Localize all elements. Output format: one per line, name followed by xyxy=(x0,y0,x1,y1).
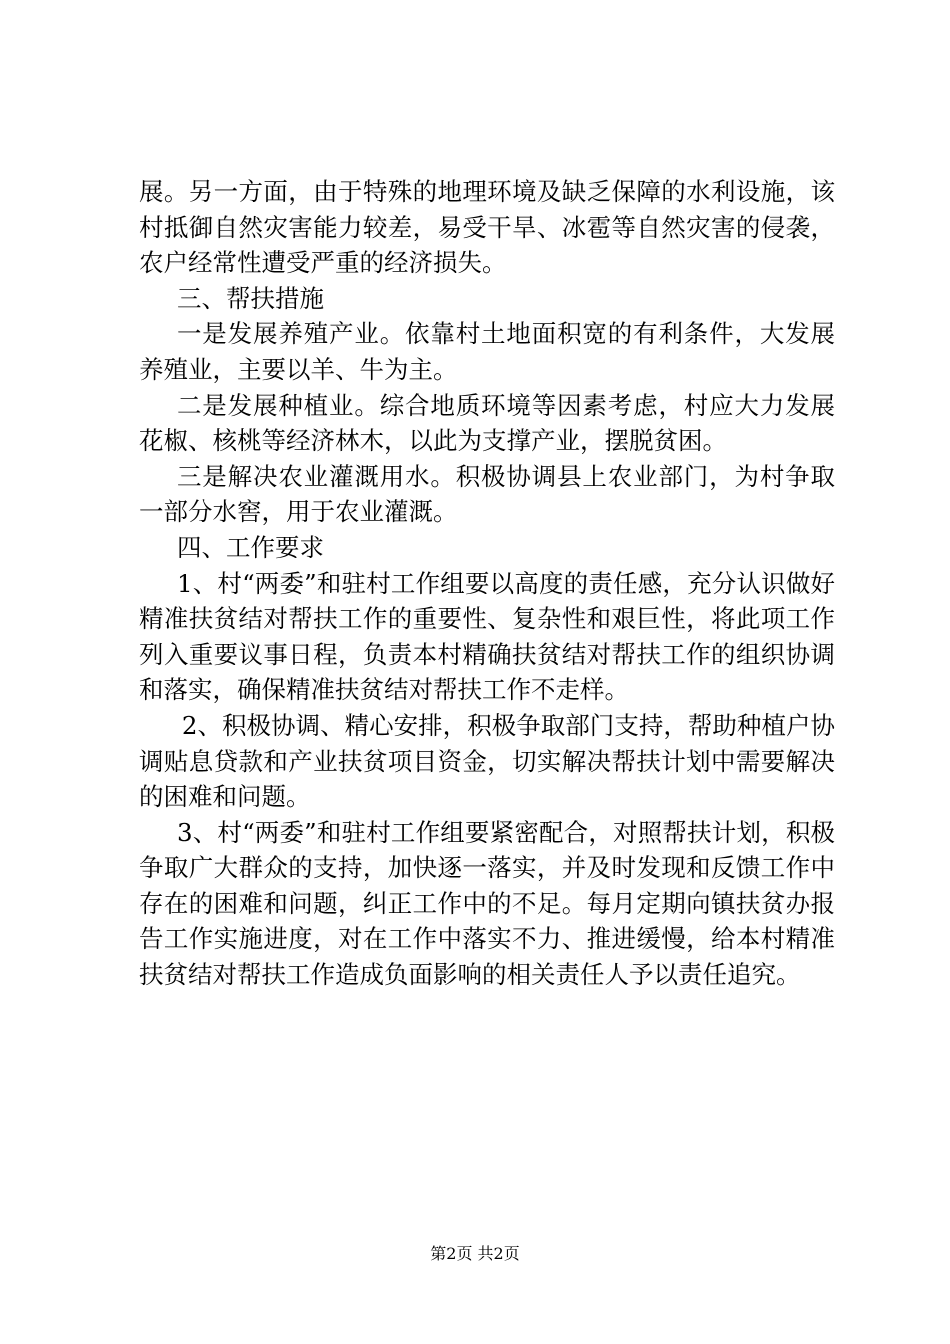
paragraph-measure-3: 三是解决农业灌溉用水。积极协调县上农业部门，为村争取一部分水窖，用于农业灌溉。 xyxy=(139,461,835,527)
document-body xyxy=(139,174,835,993)
paragraph-requirement-2: 2、积极协调、精心安排，积极争取部门支持，帮助种植户协调贴息贷款和产业扶贫项目资金，切实解决帮扶计划中需要解决的困难和问题。 xyxy=(139,710,835,812)
paragraph-measure-2: 二是发展种植业。综合地质环境等因素考虑，村应大力发展花椒、核桃等经济林木，以此为支撑产业，摆脱贫困。 xyxy=(139,390,835,456)
page-number-footer: 第2页 共2页 xyxy=(430,1244,520,1263)
paragraph-requirement-1: 1、村“两委”和驻村工作组要以高度的责任感，充分认识做好精准扶贫结对帮扶工作的重要性、复杂性和艰巨性，将此项工作列入重要议事日程，负责本村精确扶贫结对帮扶工作的组织协调和落实，确保精准扶贫结对帮扶工作不走样。 xyxy=(139,568,835,705)
section-heading-measures: 三、帮扶措施 xyxy=(176,283,324,313)
section-heading-requirements: 四、工作要求 xyxy=(176,532,324,562)
paragraph-requirement-3: 3、村“两委”和驻村工作组要紧密配合，对照帮扶计划，积极争取广大群众的支持，加快逐一落实，并及时发现和反馈工作中存在的困难和问题，纠正工作中的不足。每月定期向镇扶贫办报告工作实施进度，对在工作中落实不力、推进缓慢，给本村精准扶贫结对帮扶工作造成负面影响的相关责任人予以责任追究。 xyxy=(139,817,835,990)
paragraph-continuation: 展。另一方面，由于特殊的地理环境及缺乏保障的水利设施，该村抵御自然灾害能力较差，易受干旱、冰雹等自然灾害的侵袭，农户经常性遭受严重的经济损失。 xyxy=(139,177,835,278)
paragraph-measure-1: 一是发展养殖产业。依靠村土地面积宽的有利条件，大发展养殖业，主要以羊、牛为主。 xyxy=(139,319,835,384)
